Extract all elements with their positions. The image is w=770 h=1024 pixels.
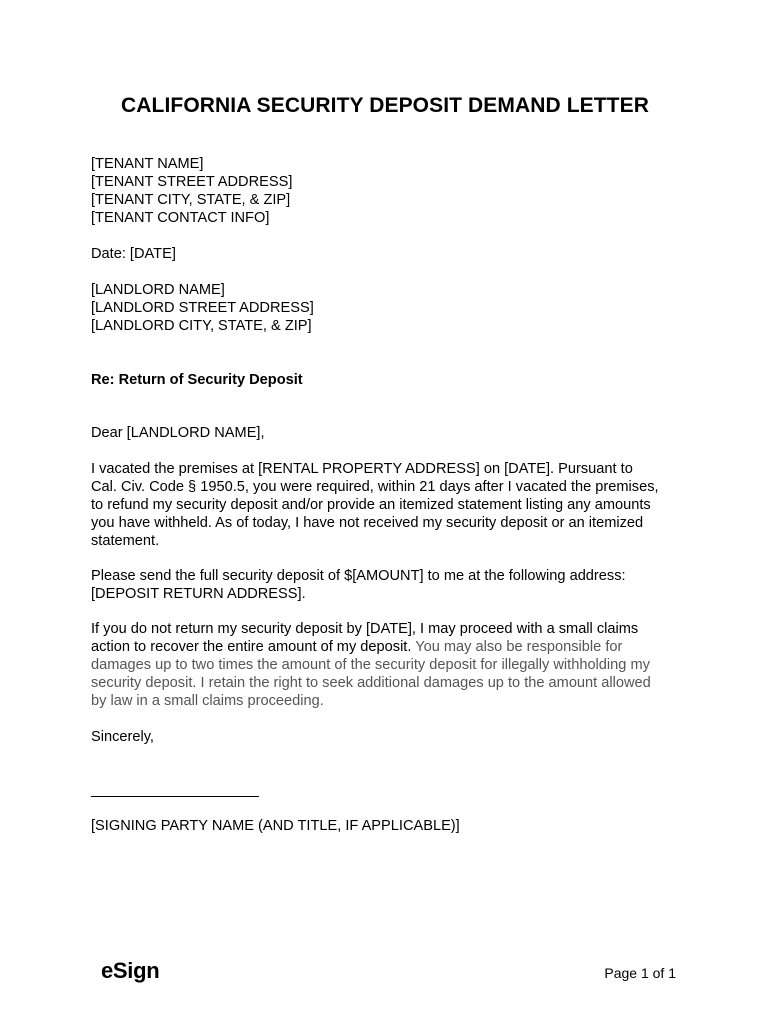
para3-note-line: by law in a small claims proceeding. — [91, 693, 324, 709]
date-line: Date: [DATE] — [91, 246, 176, 262]
para1-line: Cal. Civ. Code § 1950.5, you were required, within 21 days after I vacated the premises, — [91, 479, 659, 495]
subject-line: Re: Return of Security Deposit — [91, 372, 303, 388]
tenant-name: [TENANT NAME] — [91, 156, 204, 172]
landlord-address-block — [91, 281, 314, 335]
paragraph-send-deposit — [91, 567, 691, 603]
para1-line: to refund my security deposit and/or provide an itemized statement listing any amounts — [91, 497, 651, 513]
para2-line: [DEPOSIT RETURN ADDRESS]. — [91, 586, 306, 602]
closing: Sincerely, — [91, 729, 154, 745]
esign-logo: eSign — [101, 958, 160, 983]
document-title: CALIFORNIA SECURITY DEPOSIT DEMAND LETTER — [121, 94, 649, 117]
para3-note-line: damages up to two times the amount of the security deposit for illegally withholding my — [91, 657, 650, 673]
landlord-street: [LANDLORD STREET ADDRESS] — [91, 300, 314, 316]
para1-line: statement. — [91, 533, 160, 549]
salutation: Dear [LANDLORD NAME], — [91, 425, 265, 441]
para3-line2-text: action to recover the entire amount of my deposit. — [91, 639, 412, 655]
para1-line: I vacated the premises at [RENTAL PROPERTY ADDRESS] on [DATE]. Pursuant to — [91, 461, 633, 477]
tenant-contact: [TENANT CONTACT INFO] — [91, 210, 270, 226]
para3-line2-note: You may also be responsible for — [411, 639, 623, 655]
landlord-city: [LANDLORD CITY, STATE, & ZIP] — [91, 318, 312, 334]
signature-line[interactable] — [91, 796, 259, 797]
tenant-city: [TENANT CITY, STATE, & ZIP] — [91, 192, 291, 208]
paragraph-small-claims — [91, 620, 691, 710]
paragraph-vacated — [91, 460, 691, 550]
para3-line — [91, 638, 691, 656]
para2-line: Please send the full security deposit of $[AMOUNT] to me at the following address: — [91, 568, 626, 584]
signer-name: [SIGNING PARTY NAME (AND TITLE, IF APPLICABLE)] — [91, 818, 460, 834]
para3-note-line: security deposit. I retain the right to seek additional damages up to the amount allowed — [91, 675, 651, 691]
page-number: Page 1 of 1 — [604, 965, 676, 981]
tenant-address-block — [91, 155, 292, 227]
landlord-name: [LANDLORD NAME] — [91, 282, 225, 298]
para1-line: you have withheld. As of today, I have not received my security deposit or an itemized — [91, 515, 644, 531]
para3-line: If you do not return my security deposit by [DATE], I may proceed with a small claims — [91, 621, 639, 637]
tenant-street: [TENANT STREET ADDRESS] — [91, 174, 293, 190]
